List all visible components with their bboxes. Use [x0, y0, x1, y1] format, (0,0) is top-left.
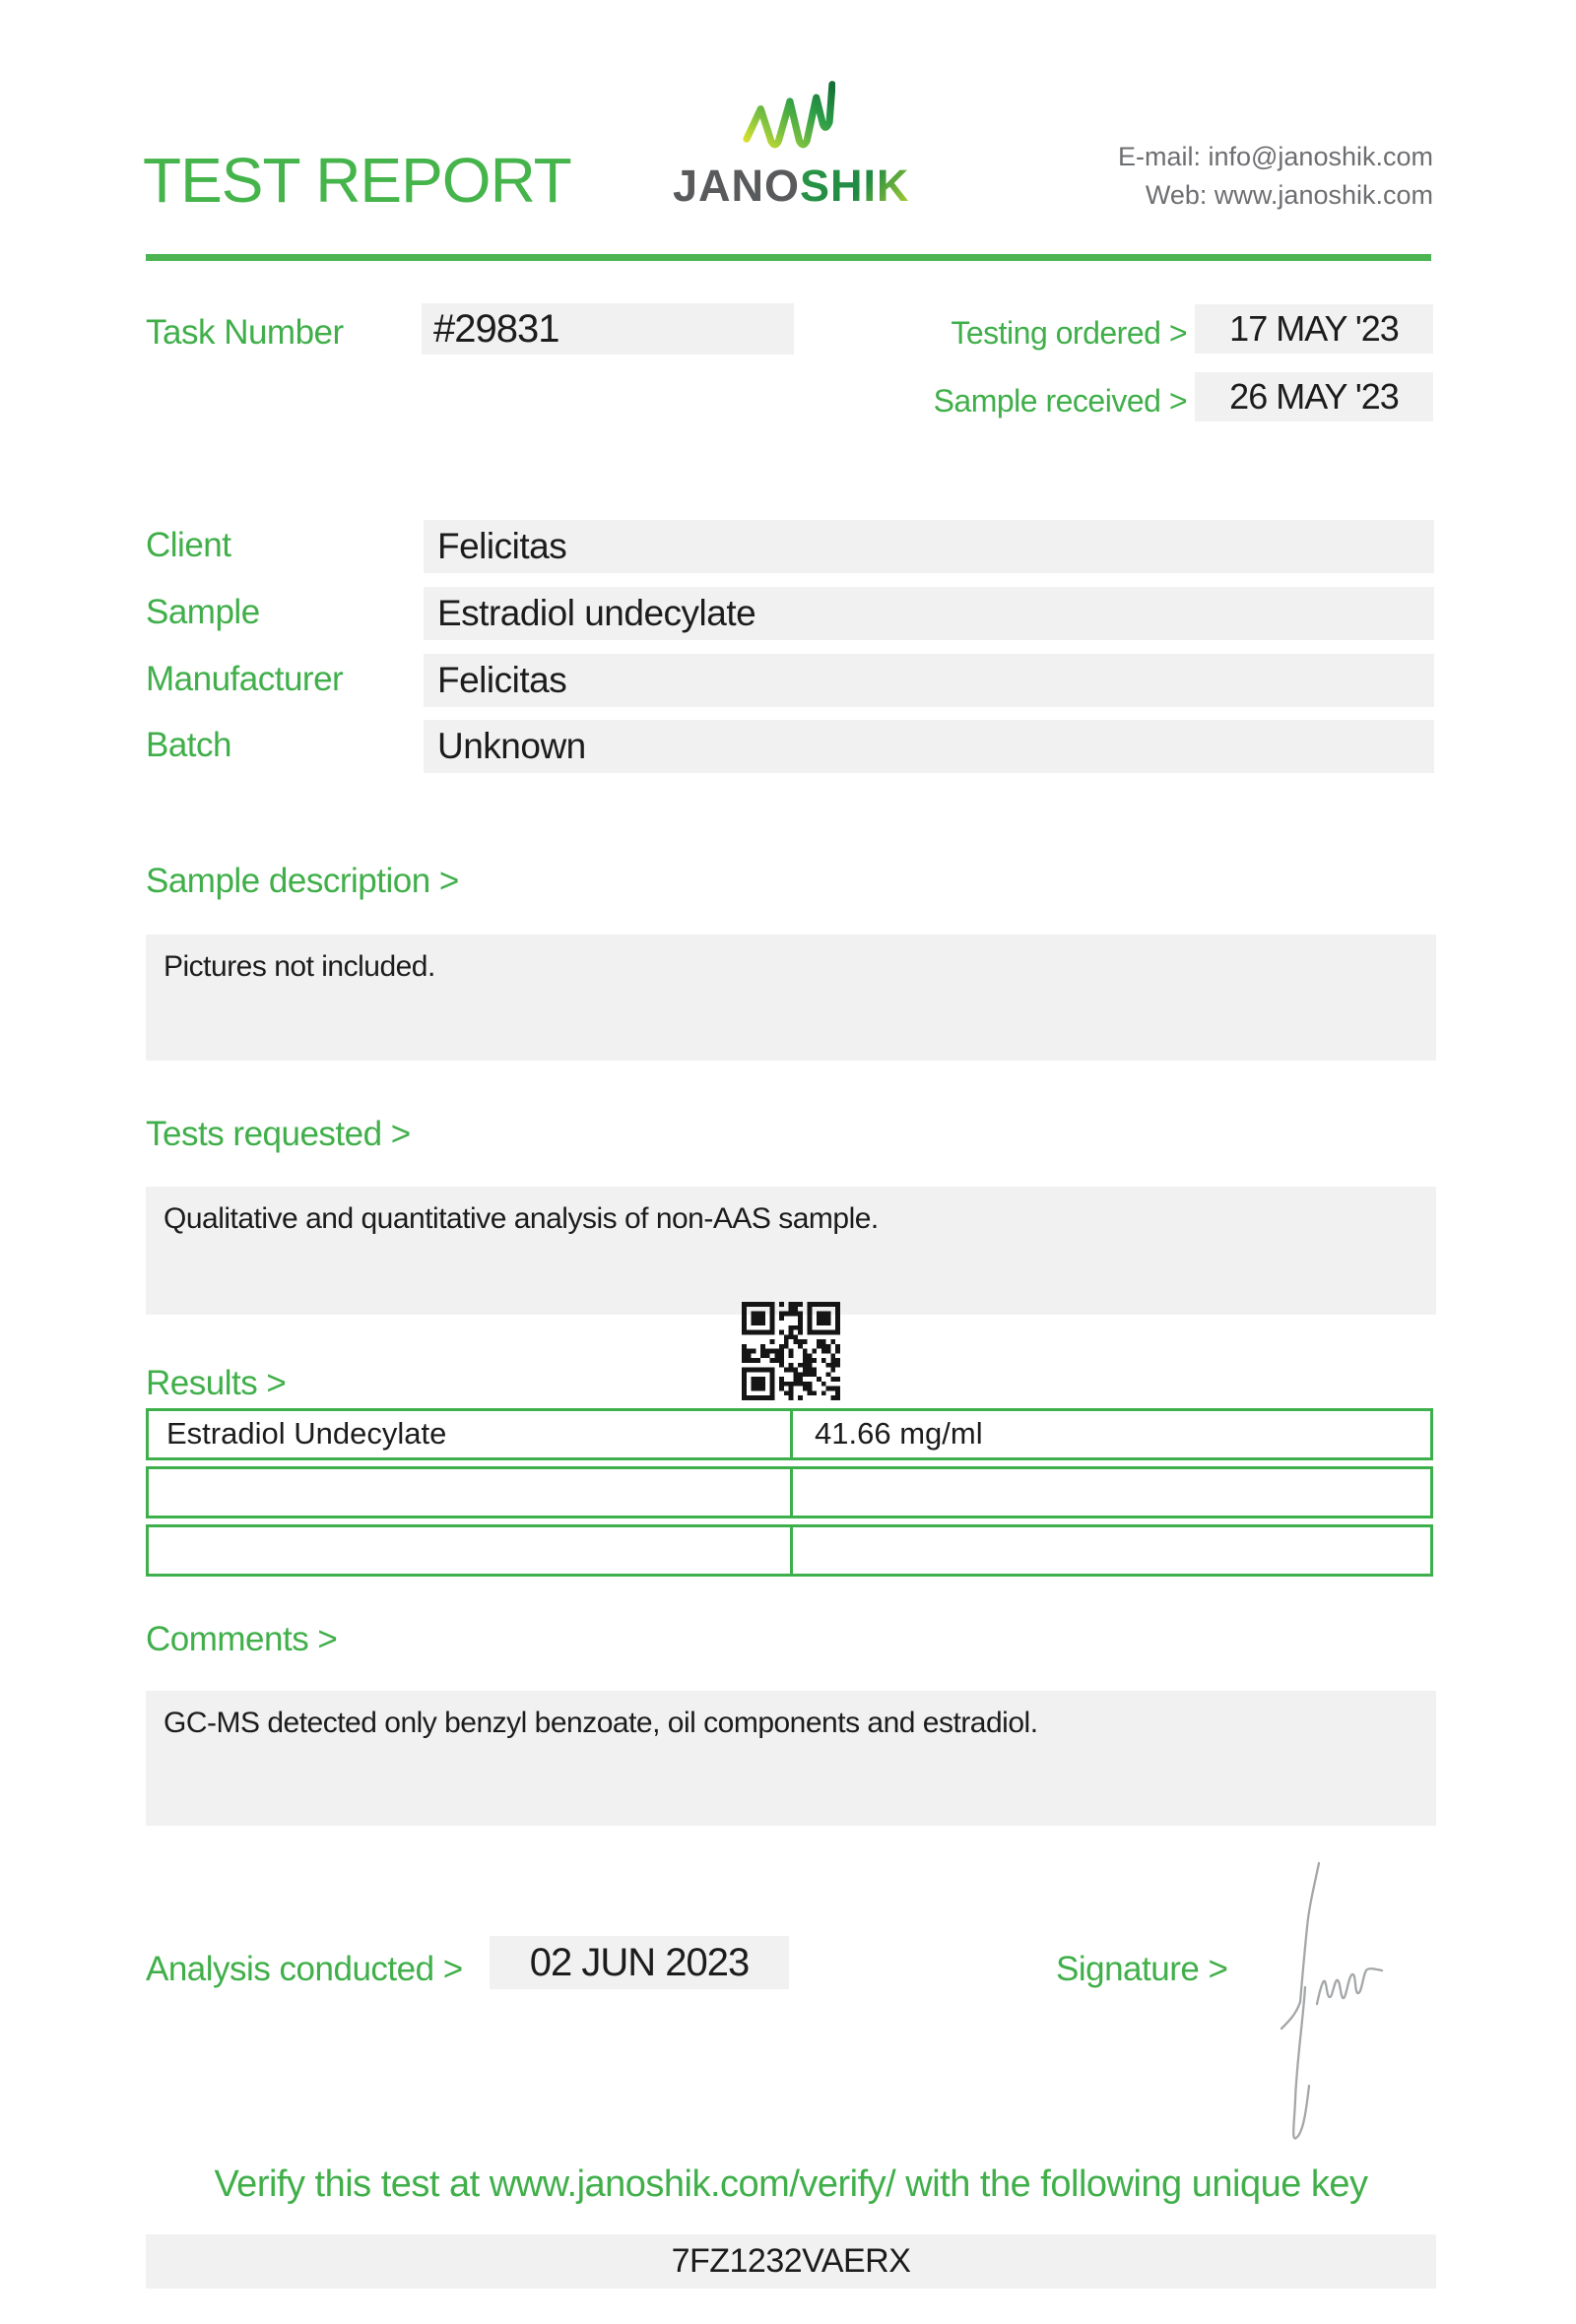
result-value-cell: 41.66 mg/ml [815, 1416, 983, 1451]
result-name-cell [149, 1469, 793, 1516]
sample-description-box [146, 935, 1436, 1061]
results-table-row [146, 1466, 1433, 1518]
header-divider [146, 254, 1431, 261]
signature-label: Signature > [1056, 1950, 1228, 1988]
qr-code-icon [742, 1302, 840, 1400]
tests-requested-box [146, 1187, 1436, 1315]
result-name-cell [149, 1527, 793, 1574]
verify-key-value: 7FZ1232VAERX [671, 2242, 911, 2280]
verify-key-box [146, 2234, 1436, 2289]
manufacturer-label: Manufacturer [146, 660, 344, 698]
comments-heading: Comments > [146, 1620, 338, 1658]
results-heading: Results > [146, 1364, 287, 1402]
sample-description-heading: Sample description > [146, 862, 459, 900]
handwritten-signature [1266, 1849, 1453, 2164]
manufacturer-value-box [424, 654, 1434, 707]
sample-received-label: Sample received > [933, 383, 1187, 419]
logo-wordmark-jano: JANO [673, 161, 801, 211]
contact-web: Web: www.janoshik.com [1145, 180, 1433, 210]
contact-block [1118, 138, 1433, 215]
client-label: Client [146, 526, 231, 564]
sample-received-value: 26 MAY '23 [1229, 376, 1399, 417]
comments-text: GC-MS detected only benzyl benzoate, oil components and estradiol. [164, 1707, 1038, 1739]
batch-value: Unknown [437, 726, 586, 766]
comments-box [146, 1691, 1436, 1826]
janoshik-logo [673, 79, 910, 211]
client-value-box [424, 520, 1434, 573]
batch-value-box [424, 720, 1434, 773]
logo-wordmark [673, 161, 910, 211]
tests-requested-text: Qualitative and quantitative analysis of non-AAS sample. [164, 1202, 879, 1235]
result-value-cell [793, 1527, 1430, 1574]
results-table-row [146, 1408, 1433, 1460]
analysis-date-box [490, 1936, 789, 1989]
sample-received-value-box [1195, 372, 1433, 421]
batch-label: Batch [146, 726, 231, 764]
sample-value: Estradiol undecylate [437, 593, 756, 633]
analysis-conducted-label: Analysis conducted > [146, 1950, 463, 1988]
analysis-date-value: 02 JUN 2023 [529, 1941, 750, 1984]
tests-requested-heading: Tests requested > [146, 1115, 411, 1153]
testing-ordered-label: Testing ordered > [951, 315, 1187, 351]
client-value: Felicitas [437, 526, 567, 566]
growth-chart-icon [741, 79, 835, 163]
task-number-value: #29831 [433, 307, 559, 351]
testing-ordered-value: 17 MAY '23 [1229, 308, 1399, 349]
verify-heading: Verify this test at www.janoshik.com/verify/ with the following unique key [214, 2163, 1368, 2205]
result-name-cell: Estradiol Undecylate [149, 1411, 793, 1457]
logo-wordmark-shik: SHIK [800, 161, 910, 211]
results-table-row [146, 1524, 1433, 1577]
page-title: TEST REPORT [143, 145, 571, 216]
testing-ordered-value-box [1195, 304, 1433, 354]
sample-description-text: Pictures not included. [164, 950, 435, 983]
sample-value-box [424, 587, 1434, 640]
result-value-cell [793, 1469, 1430, 1516]
manufacturer-value: Felicitas [437, 660, 567, 700]
sample-label: Sample [146, 593, 260, 631]
task-number-value-box [422, 303, 794, 355]
contact-email: E-mail: info@janoshik.com [1117, 142, 1433, 171]
task-number-label: Task Number [146, 313, 344, 352]
